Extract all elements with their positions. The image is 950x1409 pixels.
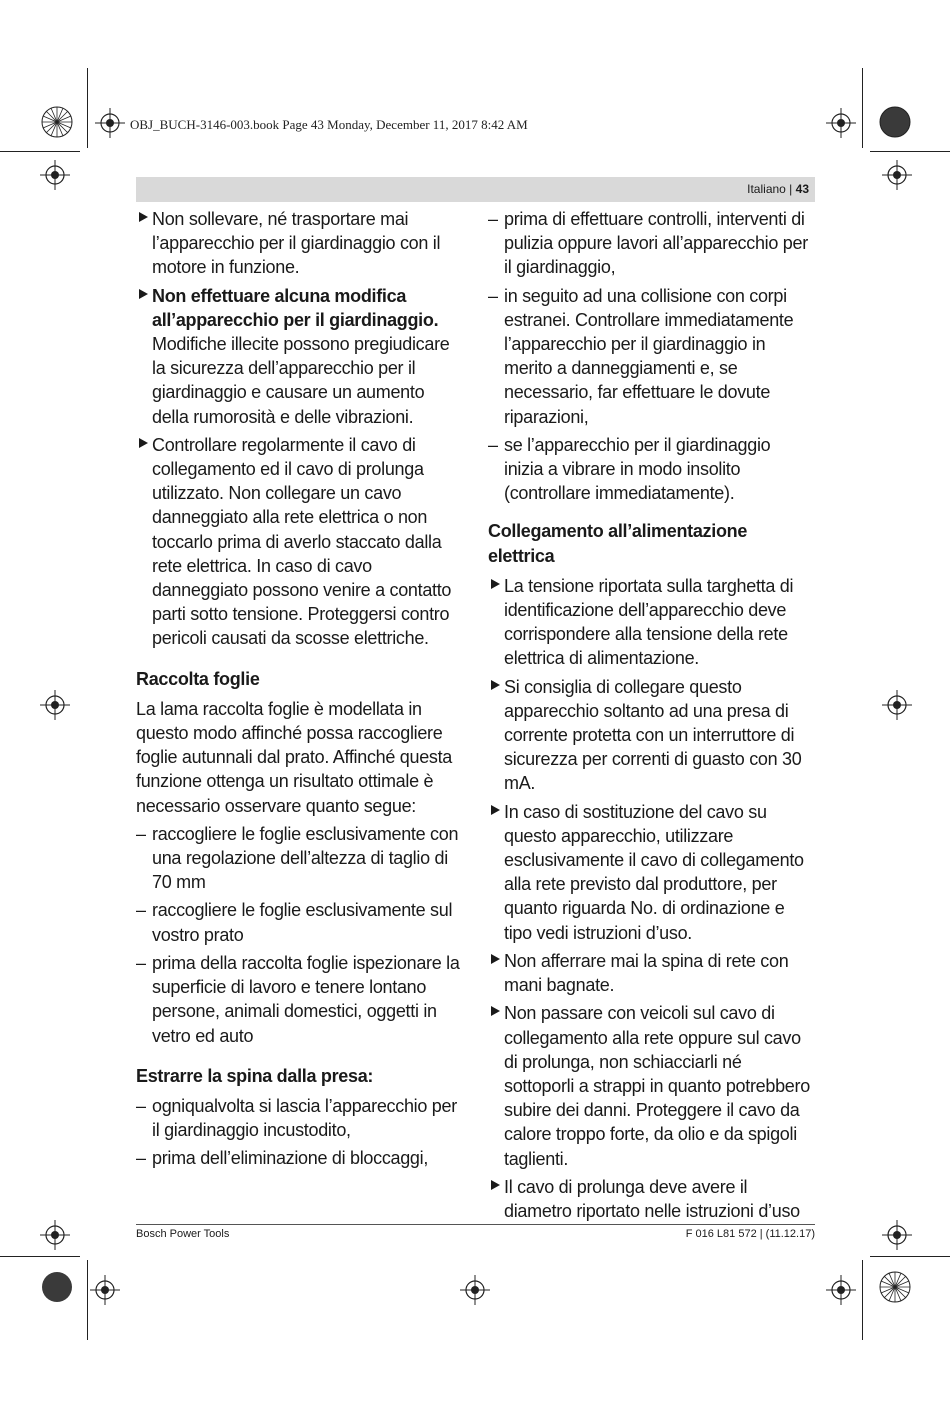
triangle-bullet-icon — [491, 805, 500, 815]
crosshair-icon — [882, 690, 912, 720]
safety-bullet: Non effettuare alcuna modifica all’apparecchio per il giardinaggio. Modifiche illecite possono pregiudicare la sicurezza dell’apparecchio per il giardinaggio e causare un aumento della rumorosità e delle vibrazioni. — [136, 284, 461, 429]
safety-bullet: In caso di sostituzione del cavo su questo apparecchio, utilizzare esclusivamente il cavo di collegamento alla rete previsto dal produttore, per quanto riguarda No. di ordinazione e tipo vedi istruzioni d’uso. — [488, 800, 813, 945]
paragraph: La lama raccolta foglie è modellata in questo modo affinché possa raccogliere foglie autunnali dal prato. Affinché questa funzione ottenga un risultato ottimale è necessario osservare quanto segue: — [136, 698, 453, 816]
footer-doc-code: F 016 L81 572 | (11.12.17) — [685, 1228, 815, 1240]
crosshair-icon — [882, 160, 912, 190]
section-heading: Raccolta foglie — [136, 668, 260, 689]
crosshair-icon — [40, 160, 70, 190]
section-heading: Collegamento all’alimentazione elettrica — [488, 521, 748, 566]
triangle-bullet-icon — [491, 680, 500, 690]
triangle-bullet-icon — [139, 438, 148, 448]
right-column — [488, 207, 813, 1227]
registration-mark-icon — [40, 105, 74, 139]
left-column — [136, 207, 461, 1175]
triangle-bullet-icon — [139, 289, 148, 299]
safety-bullet: Non sollevare, né trasportare mai l’apparecchio per il giardinaggio con il motore in funzione. — [136, 207, 461, 280]
safety-bullet: Non passare con veicoli sul cavo di collegamento alla rete oppure sul cavo di prolunga, non schiacciarli né sottoporli a strappi in quanto potrebbero subire dei danni. Proteggere il cavo da calore troppo forte, da olio e da spigoli taglienti. — [488, 1001, 813, 1170]
dash-list-item: – prima di effettuare controlli, interventi di pulizia oppure lavori all’apparecchio per il giardinaggio, — [488, 209, 808, 278]
footer-publisher: Bosch Power Tools — [136, 1228, 230, 1240]
crosshair-icon — [40, 1220, 70, 1250]
crosshair-icon — [826, 108, 856, 138]
dash-list-item: – in seguito ad una collisione con corpi estranei. Controllare immediatamente l’apparecchio per il giardinaggio in merito a danneggiamenti e, se necessario, far effettuare le dovute riparazioni, — [488, 285, 794, 427]
safety-bullet: La tensione riportata sulla targhetta di identificazione dell’apparecchio deve corrispondere alla tensione della rete elettrica di alimentazione. — [488, 574, 813, 671]
dash-list-item: – prima della raccolta foglie ispezionare la superficie di lavoro e tenere lontano persone, animali domestici, oggetti in vetro ed auto — [136, 952, 460, 1046]
running-header: Italiano | 43 — [136, 177, 815, 202]
dash-list-item: – se l’apparecchio per il giardinaggio inizia a vibrare in modo insolito (controllare immediatamente). — [488, 434, 771, 504]
crosshair-icon — [882, 1220, 912, 1250]
triangle-bullet-icon — [491, 579, 500, 589]
safety-bullet: Non afferrare mai la spina di rete con mani bagnate. — [488, 949, 813, 997]
triangle-bullet-icon — [491, 1006, 500, 1016]
footer-rule — [136, 1224, 815, 1225]
triangle-bullet-icon — [491, 954, 500, 964]
crosshair-icon — [90, 1275, 120, 1305]
file-info-header: OBJ_BUCH-3146-003.book Page 43 Monday, December 11, 2017 8:42 AM — [130, 117, 528, 132]
triangle-bullet-icon — [139, 212, 148, 222]
page-number: 43 — [795, 182, 809, 196]
crosshair-icon — [826, 1275, 856, 1305]
safety-bullet: Si consiglia di collegare questo apparecchio soltanto ad una presa di corrente protetta con un interruttore di sicurezza per correnti di guasto con 30 mA. — [488, 675, 813, 796]
section-name: Italiano — [747, 182, 786, 196]
dash-list-item: – raccogliere le foglie esclusivamente con una regolazione dell’altezza di taglio di 70 mm — [136, 823, 459, 893]
crosshair-icon — [40, 690, 70, 720]
color-dot-icon — [40, 1270, 74, 1304]
triangle-bullet-icon — [491, 1180, 500, 1190]
safety-bullet: Controllare regolarmente il cavo di collegamento ed il cavo di prolunga utilizzato. Non collegare un cavo danneggiato alla rete elettrica o non toccarlo prima di averlo staccato dalla rete elettrica. In caso di cavo danneggiato possono venire a contatto parti sotto tensione. Proteggersi contro pericoli causati da scosse elettriche. — [136, 433, 461, 651]
color-dot-icon — [878, 105, 912, 139]
section-heading: Estrarre la spina dalla presa: — [136, 1065, 374, 1086]
crosshair-icon — [460, 1275, 490, 1305]
dash-list-item: – prima dell’eliminazione di bloccaggi, — [136, 1148, 429, 1169]
crosshair-icon — [95, 108, 125, 138]
dash-list-item: – raccogliere le foglie esclusivamente sul vostro prato — [136, 900, 453, 945]
safety-bullet: Il cavo di prolunga deve avere il diametro riportato nelle istruzioni d’uso — [488, 1175, 813, 1223]
registration-mark-icon — [878, 1270, 912, 1304]
dash-list-item: – ogniqualvolta si lascia l’apparecchio per il giardinaggio incustodito, — [136, 1095, 457, 1141]
